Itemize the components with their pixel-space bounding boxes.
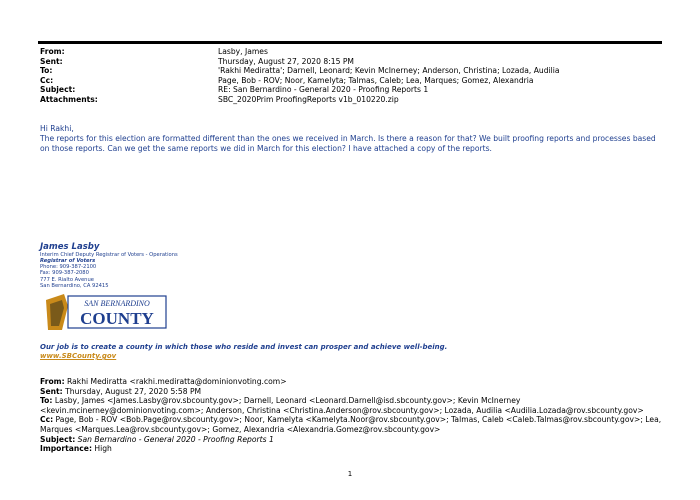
fwd-cc-value: Page, Bob - ROV <Bob.Page@rov.sbcounty.gov>; Noor, Kamelyta <Kamelyta.Noor@rov.sbcounty.gov>; Talmas, Caleb <Caleb.Talmas@rov.sbcounty.gov>; Lea, Marques <Marques.Lea@rov.sbcounty.gov>; Gomez, Alexandria <Alexandria.Gomez@rov.sbcounty.gov>	[40, 415, 662, 434]
signature-org: Registrar of Voters	[40, 258, 96, 264]
cc-label: Cc:	[40, 75, 54, 85]
from-row	[40, 47, 660, 57]
fwd-importance-row	[40, 444, 662, 454]
signature-block	[40, 242, 440, 290]
subject-label: Subject:	[40, 85, 76, 95]
logo-main-text: COUNTY	[80, 309, 154, 328]
fwd-from-label: From:	[40, 377, 65, 386]
signature-address1: 777 E. Rialto Avenue	[40, 276, 94, 283]
cc-row	[40, 76, 660, 86]
logo-top-text: SAN BERNARDINO	[84, 299, 150, 308]
signature-fax: Fax: 909-387-2080	[40, 270, 89, 277]
fwd-cc-label: Cc:	[40, 415, 54, 425]
header-rule	[38, 41, 662, 44]
attachment-file[interactable]: SBC_2020Prim ProofingReports v1b_010220.zip	[218, 94, 399, 104]
fwd-sent-value: Thursday, August 27, 2020 5:58 PM	[65, 386, 202, 396]
from-value: Lasby, James	[218, 47, 268, 56]
signature-title: Interim Chief Deputy Registrar of Voters - Operations	[40, 252, 178, 258]
fwd-to-label: To:	[40, 396, 53, 406]
fwd-subject-value: San Bernardino - General 2020 - Proofing Reports 1	[77, 434, 274, 444]
fwd-importance-label: Importance:	[40, 444, 92, 454]
from-label: From:	[40, 47, 65, 56]
fwd-sent-row	[40, 387, 662, 397]
sent-value: Thursday, August 27, 2020 8:15 PM	[218, 56, 354, 66]
fwd-to-value: Lasby, James <James.Lasby@rov.sbcounty.gov>; Darnell, Leonard <Leonard.Darnell@isd.sbcounty.gov>; Kevin McInerney <kevin.mcinerney@dominionvoting.com>; Anderson, Christina <Christina.Anderson@rov.sbcounty.gov>; Lozada, Audilia <Audilia.Lozada@rov.sbcounty.gov>	[40, 396, 644, 415]
county-link[interactable]: www.SBCounty.gov	[40, 352, 117, 360]
fwd-subject-label: Subject:	[40, 434, 76, 444]
fwd-to-row	[40, 396, 662, 415]
fwd-from-value: Rakhi Mediratta <rakhi.mediratta@dominionvoting.com>	[67, 377, 287, 386]
subject-row	[40, 85, 660, 95]
county-logo	[42, 292, 170, 332]
tagline-text: Our job is to create a county in which those who reside and invest can prosper and achieve well-being.	[40, 343, 448, 351]
fwd-from-row	[40, 377, 662, 387]
attachments-label: Attachments:	[40, 94, 98, 104]
to-label: To:	[40, 66, 53, 76]
body-paragraph: The reports for this election are formatted different than the ones we received in March. Is there a reason for that? We built proofing reports and processes based on those reports. Can we get the same reports we did in March for this election? I have attached a copy of the reports.	[40, 134, 656, 153]
to-row	[40, 66, 660, 76]
attachments-row	[40, 95, 660, 105]
sent-label: Sent:	[40, 56, 63, 66]
fwd-cc-row	[40, 415, 662, 434]
signature-phone: Phone: 909-387-2100	[40, 264, 97, 270]
fwd-subject-row	[40, 435, 662, 445]
email-header	[40, 47, 660, 105]
greeting: Hi Rakhi,	[40, 124, 74, 133]
cc-value: Page, Bob - ROV; Noor, Kamelyta; Talmas, Caleb; Lea, Marques; Gomez, Alexandria	[218, 75, 534, 85]
fwd-importance-value: High	[94, 444, 112, 454]
signature-name: James Lasby	[40, 242, 100, 252]
sent-row	[40, 57, 660, 67]
page-number: 1	[347, 470, 353, 478]
forwarded-header	[40, 377, 662, 454]
signature-address2: San Bernardino, CA 92415	[40, 283, 109, 290]
email-body	[40, 124, 660, 154]
fwd-sent-label: Sent:	[40, 386, 63, 396]
subject-value: RE: San Bernardino - General 2020 - Proofing Reports 1	[218, 85, 429, 95]
to-value: 'Rakhi Mediratta'; Darnell, Leonard; Kevin McInerney; Anderson, Christina; Lozada, Audilia	[218, 66, 560, 76]
tagline-block	[40, 343, 660, 361]
